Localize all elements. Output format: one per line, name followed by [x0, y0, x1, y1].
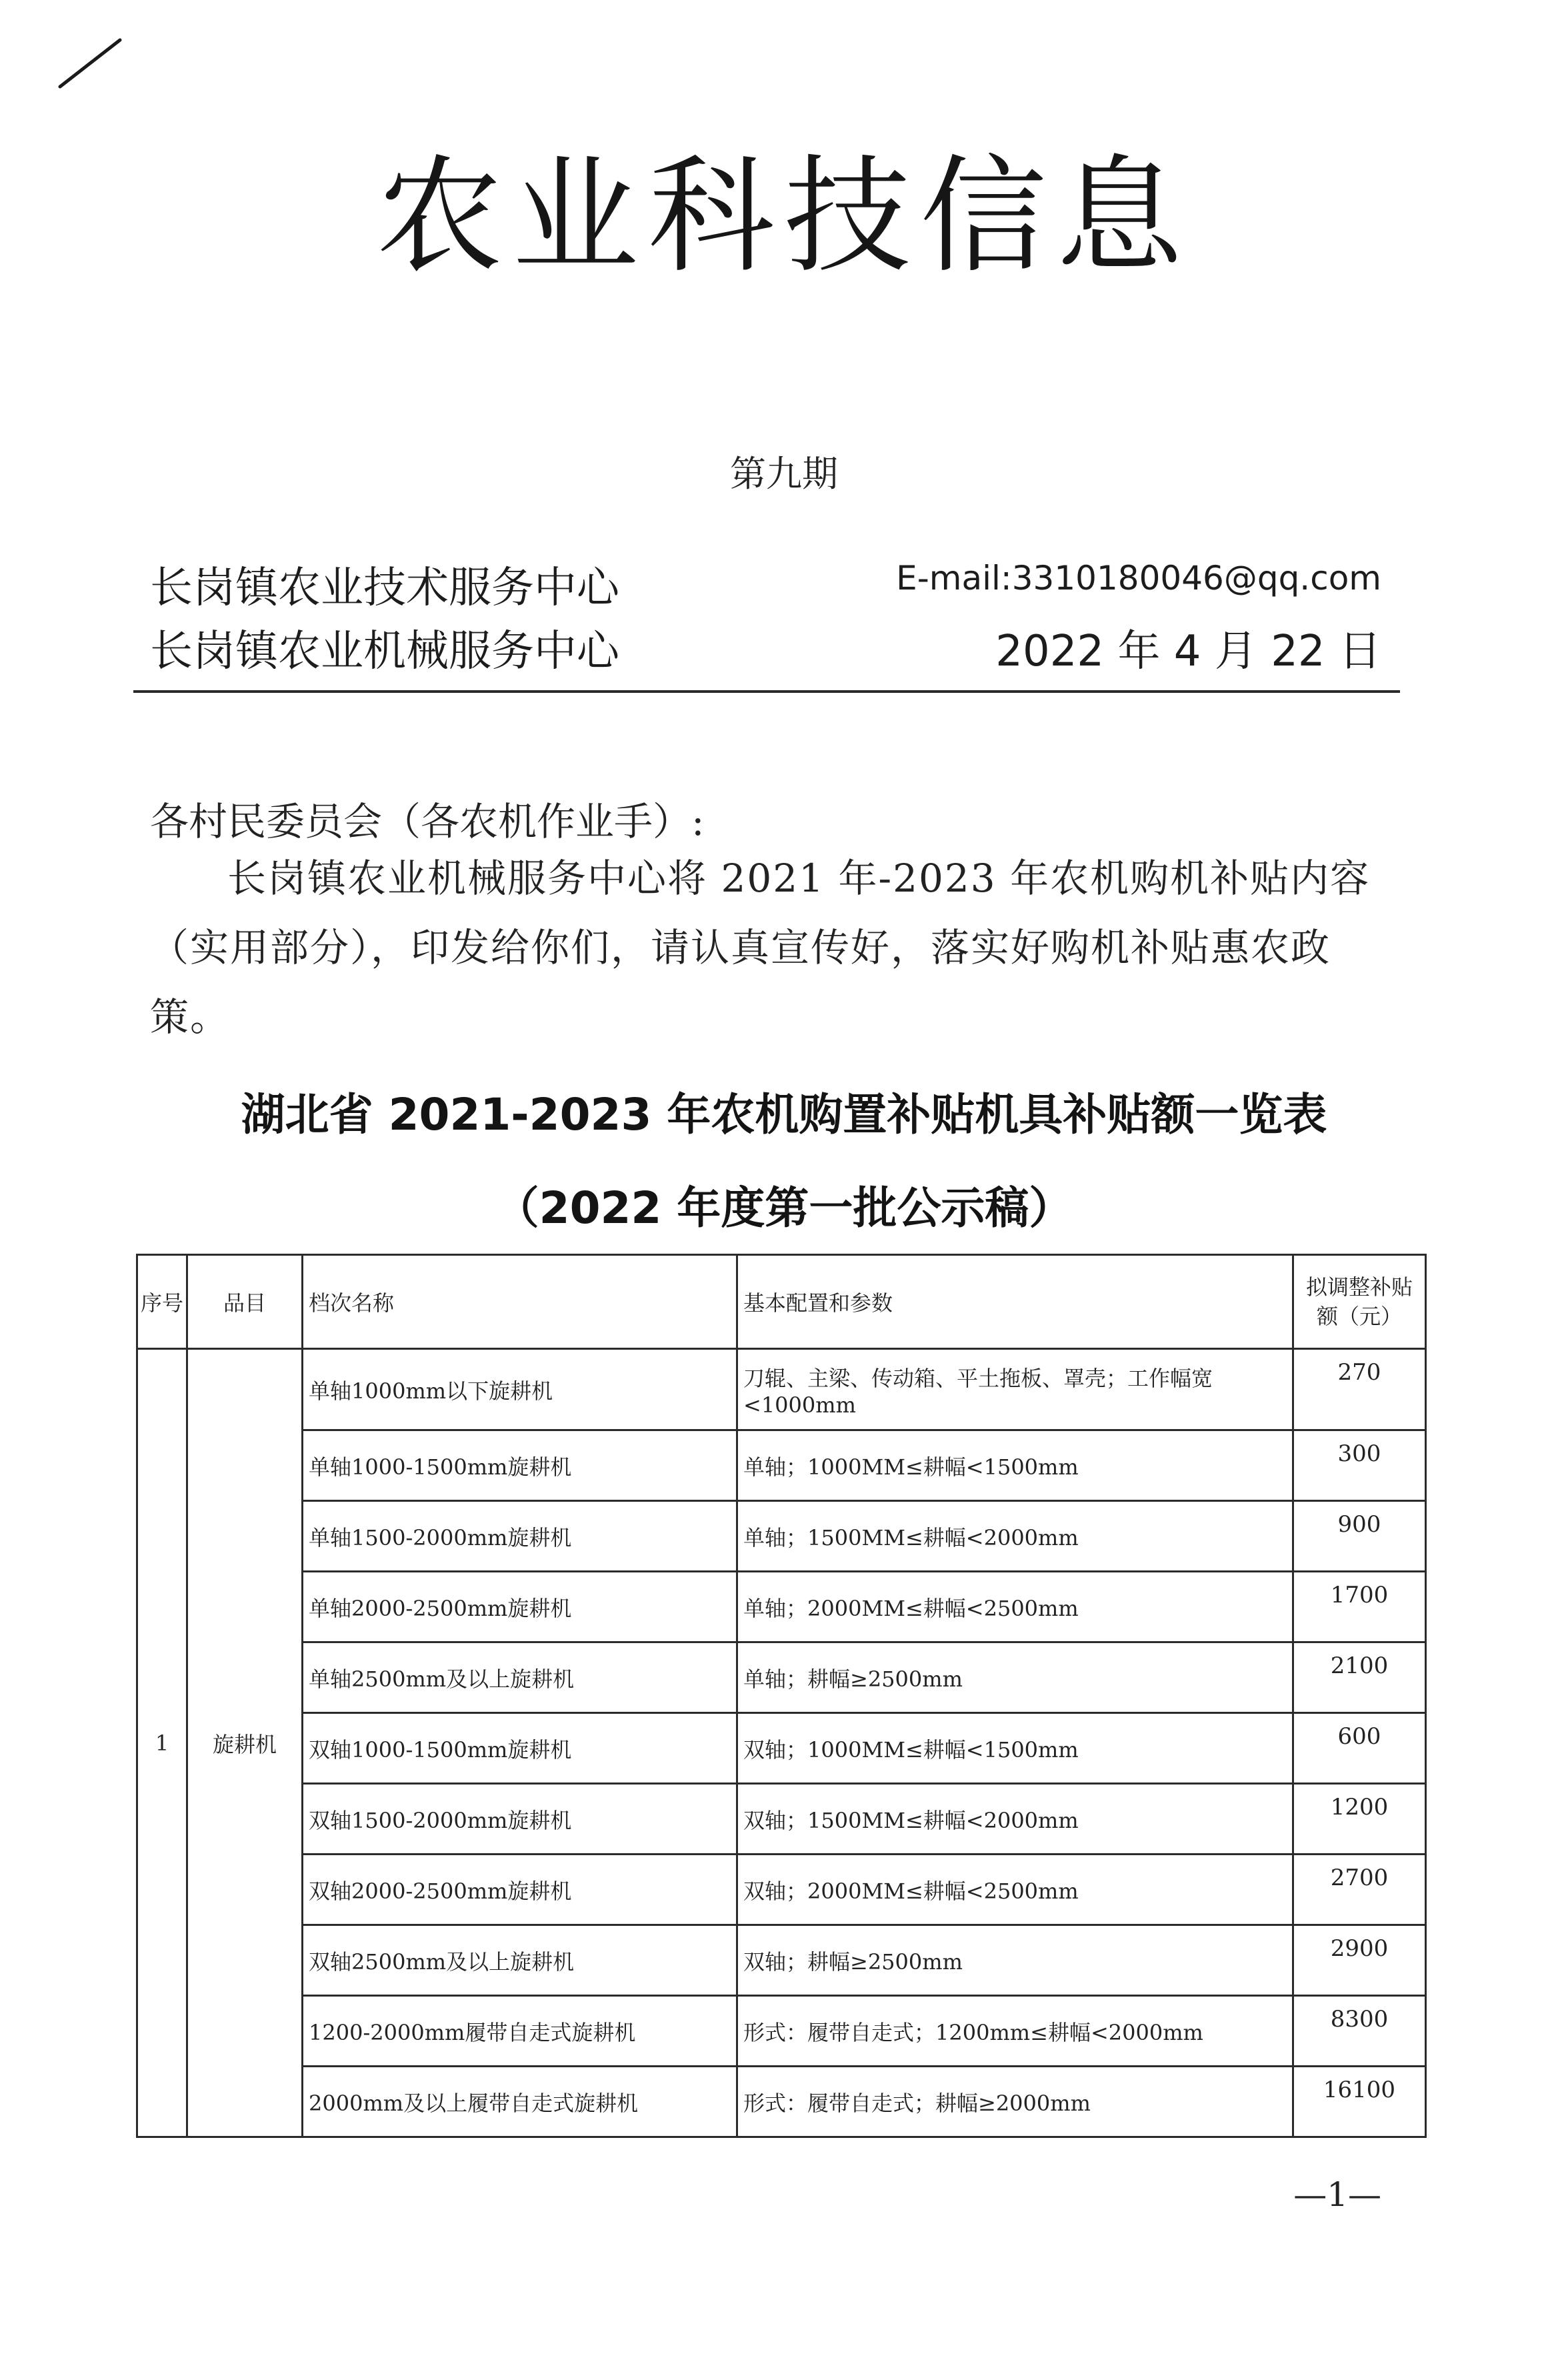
- table-title: 湖北省 2021-2023 年农机购置补贴机具补贴额一览表: [241, 1089, 1327, 1140]
- org-machinery-center: 长岗镇农业机械服务中心: [150, 627, 619, 676]
- cell-amount: 8300: [1293, 1996, 1426, 2067]
- table-row: [137, 1855, 1426, 1925]
- cell-name: 单轴2500mm及以上旋耕机: [303, 1642, 737, 1713]
- cell-name: 单轴1000mm以下旋耕机: [303, 1349, 737, 1430]
- cell-amount: 900: [1293, 1501, 1426, 1572]
- cell-name: 单轴1000-1500mm旋耕机: [303, 1430, 737, 1501]
- header-no: 序号: [137, 1255, 187, 1349]
- header-item: 品目: [187, 1255, 303, 1349]
- salutation: 各村民委员会（各农机作业手）:: [150, 799, 705, 844]
- cell-spec: 双轴；2000MM≤耕幅<2500mm: [737, 1855, 1293, 1925]
- cell-spec: 双轴；耕幅≥2500mm: [737, 1925, 1293, 1996]
- cell-spec: 刀辊、主梁、传动箱、平土拖板、罩壳；工作幅宽<1000mm: [737, 1349, 1293, 1430]
- cell-amount: 1200: [1293, 1784, 1426, 1855]
- table-row: [137, 1642, 1426, 1713]
- cell-name: 双轴2500mm及以上旋耕机: [303, 1925, 737, 1996]
- table-body: [137, 1349, 1426, 2137]
- issue-date: 2022 年 4 月 22 日: [995, 627, 1381, 676]
- cell-name: 单轴1500-2000mm旋耕机: [303, 1501, 737, 1572]
- cell-name: 双轴2000-2500mm旋耕机: [303, 1855, 737, 1925]
- table-row: [137, 1349, 1426, 1430]
- page-number: —1—: [1293, 2175, 1381, 2214]
- cell-spec: 双轴；1500MM≤耕幅<2000mm: [737, 1784, 1293, 1855]
- table-row: [137, 1572, 1426, 1642]
- masthead-title: 农业科技信息: [375, 143, 1192, 290]
- cell-spec: 形式：履带自走式；耕幅≥2000mm: [737, 2067, 1293, 2137]
- header-divider: [133, 690, 1400, 693]
- cell-name: 单轴2000-2500mm旋耕机: [303, 1572, 737, 1642]
- cell-spec: 形式：履带自走式；1200mm≤耕幅<2000mm: [737, 1996, 1293, 2067]
- cell-name: 双轴1500-2000mm旋耕机: [303, 1784, 737, 1855]
- cell-amount: 2700: [1293, 1855, 1426, 1925]
- cell-amount: 16100: [1293, 2067, 1426, 2137]
- cell-name: 双轴1000-1500mm旋耕机: [303, 1713, 737, 1784]
- table-row: [137, 1430, 1426, 1501]
- table-row: [137, 1996, 1426, 2067]
- cell-amount: 300: [1293, 1430, 1426, 1501]
- org-tech-center: 长岗镇农业技术服务中心: [150, 563, 619, 613]
- header-spec: 基本配置和参数: [737, 1255, 1293, 1349]
- cell-item: 旋耕机: [187, 1349, 303, 2137]
- notice-paragraph: 长岗镇农业机械服务中心将 2021 年-2023 年农机购机补贴内容（实用部分），印发给你们，请认真宣传好，落实好购机补贴惠农政策。: [150, 856, 1371, 1040]
- cell-spec: 单轴；2000MM≤耕幅<2500mm: [737, 1572, 1293, 1642]
- cell-name: 1200-2000mm履带自走式旋耕机: [303, 1996, 737, 2067]
- subsidy-table: [136, 1254, 1427, 2138]
- header-amount: 拟调整补贴额（元）: [1293, 1255, 1426, 1349]
- cell-spec: 单轴；1000MM≤耕幅<1500mm: [737, 1430, 1293, 1501]
- email-address: E-mail:3310180046@qq.com: [896, 559, 1381, 598]
- cell-amount: 1700: [1293, 1572, 1426, 1642]
- cell-amount: 270: [1293, 1349, 1426, 1430]
- table-row: [137, 2067, 1426, 2137]
- pen-stroke-mark: [53, 27, 133, 93]
- cell-spec: 单轴；耕幅≥2500mm: [737, 1642, 1293, 1713]
- table-row: [137, 1501, 1426, 1572]
- cell-amount: 2900: [1293, 1925, 1426, 1996]
- cell-spec: 单轴；1500MM≤耕幅<2000mm: [737, 1501, 1293, 1572]
- cell-no: 1: [137, 1349, 187, 2137]
- cell-name: 2000mm及以上履带自走式旋耕机: [303, 2067, 737, 2137]
- table-header-row: [137, 1255, 1426, 1349]
- cell-amount: 2100: [1293, 1642, 1426, 1713]
- cell-amount: 600: [1293, 1713, 1426, 1784]
- cell-spec: 双轴；1000MM≤耕幅<1500mm: [737, 1713, 1293, 1784]
- table-row: [137, 1713, 1426, 1784]
- table-row: [137, 1784, 1426, 1855]
- issue-number: 第九期: [730, 453, 838, 495]
- table-subtitle: （2022 年度第一批公示稿）: [495, 1182, 1073, 1234]
- table-row: [137, 1925, 1426, 1996]
- header-name: 档次名称: [303, 1255, 737, 1349]
